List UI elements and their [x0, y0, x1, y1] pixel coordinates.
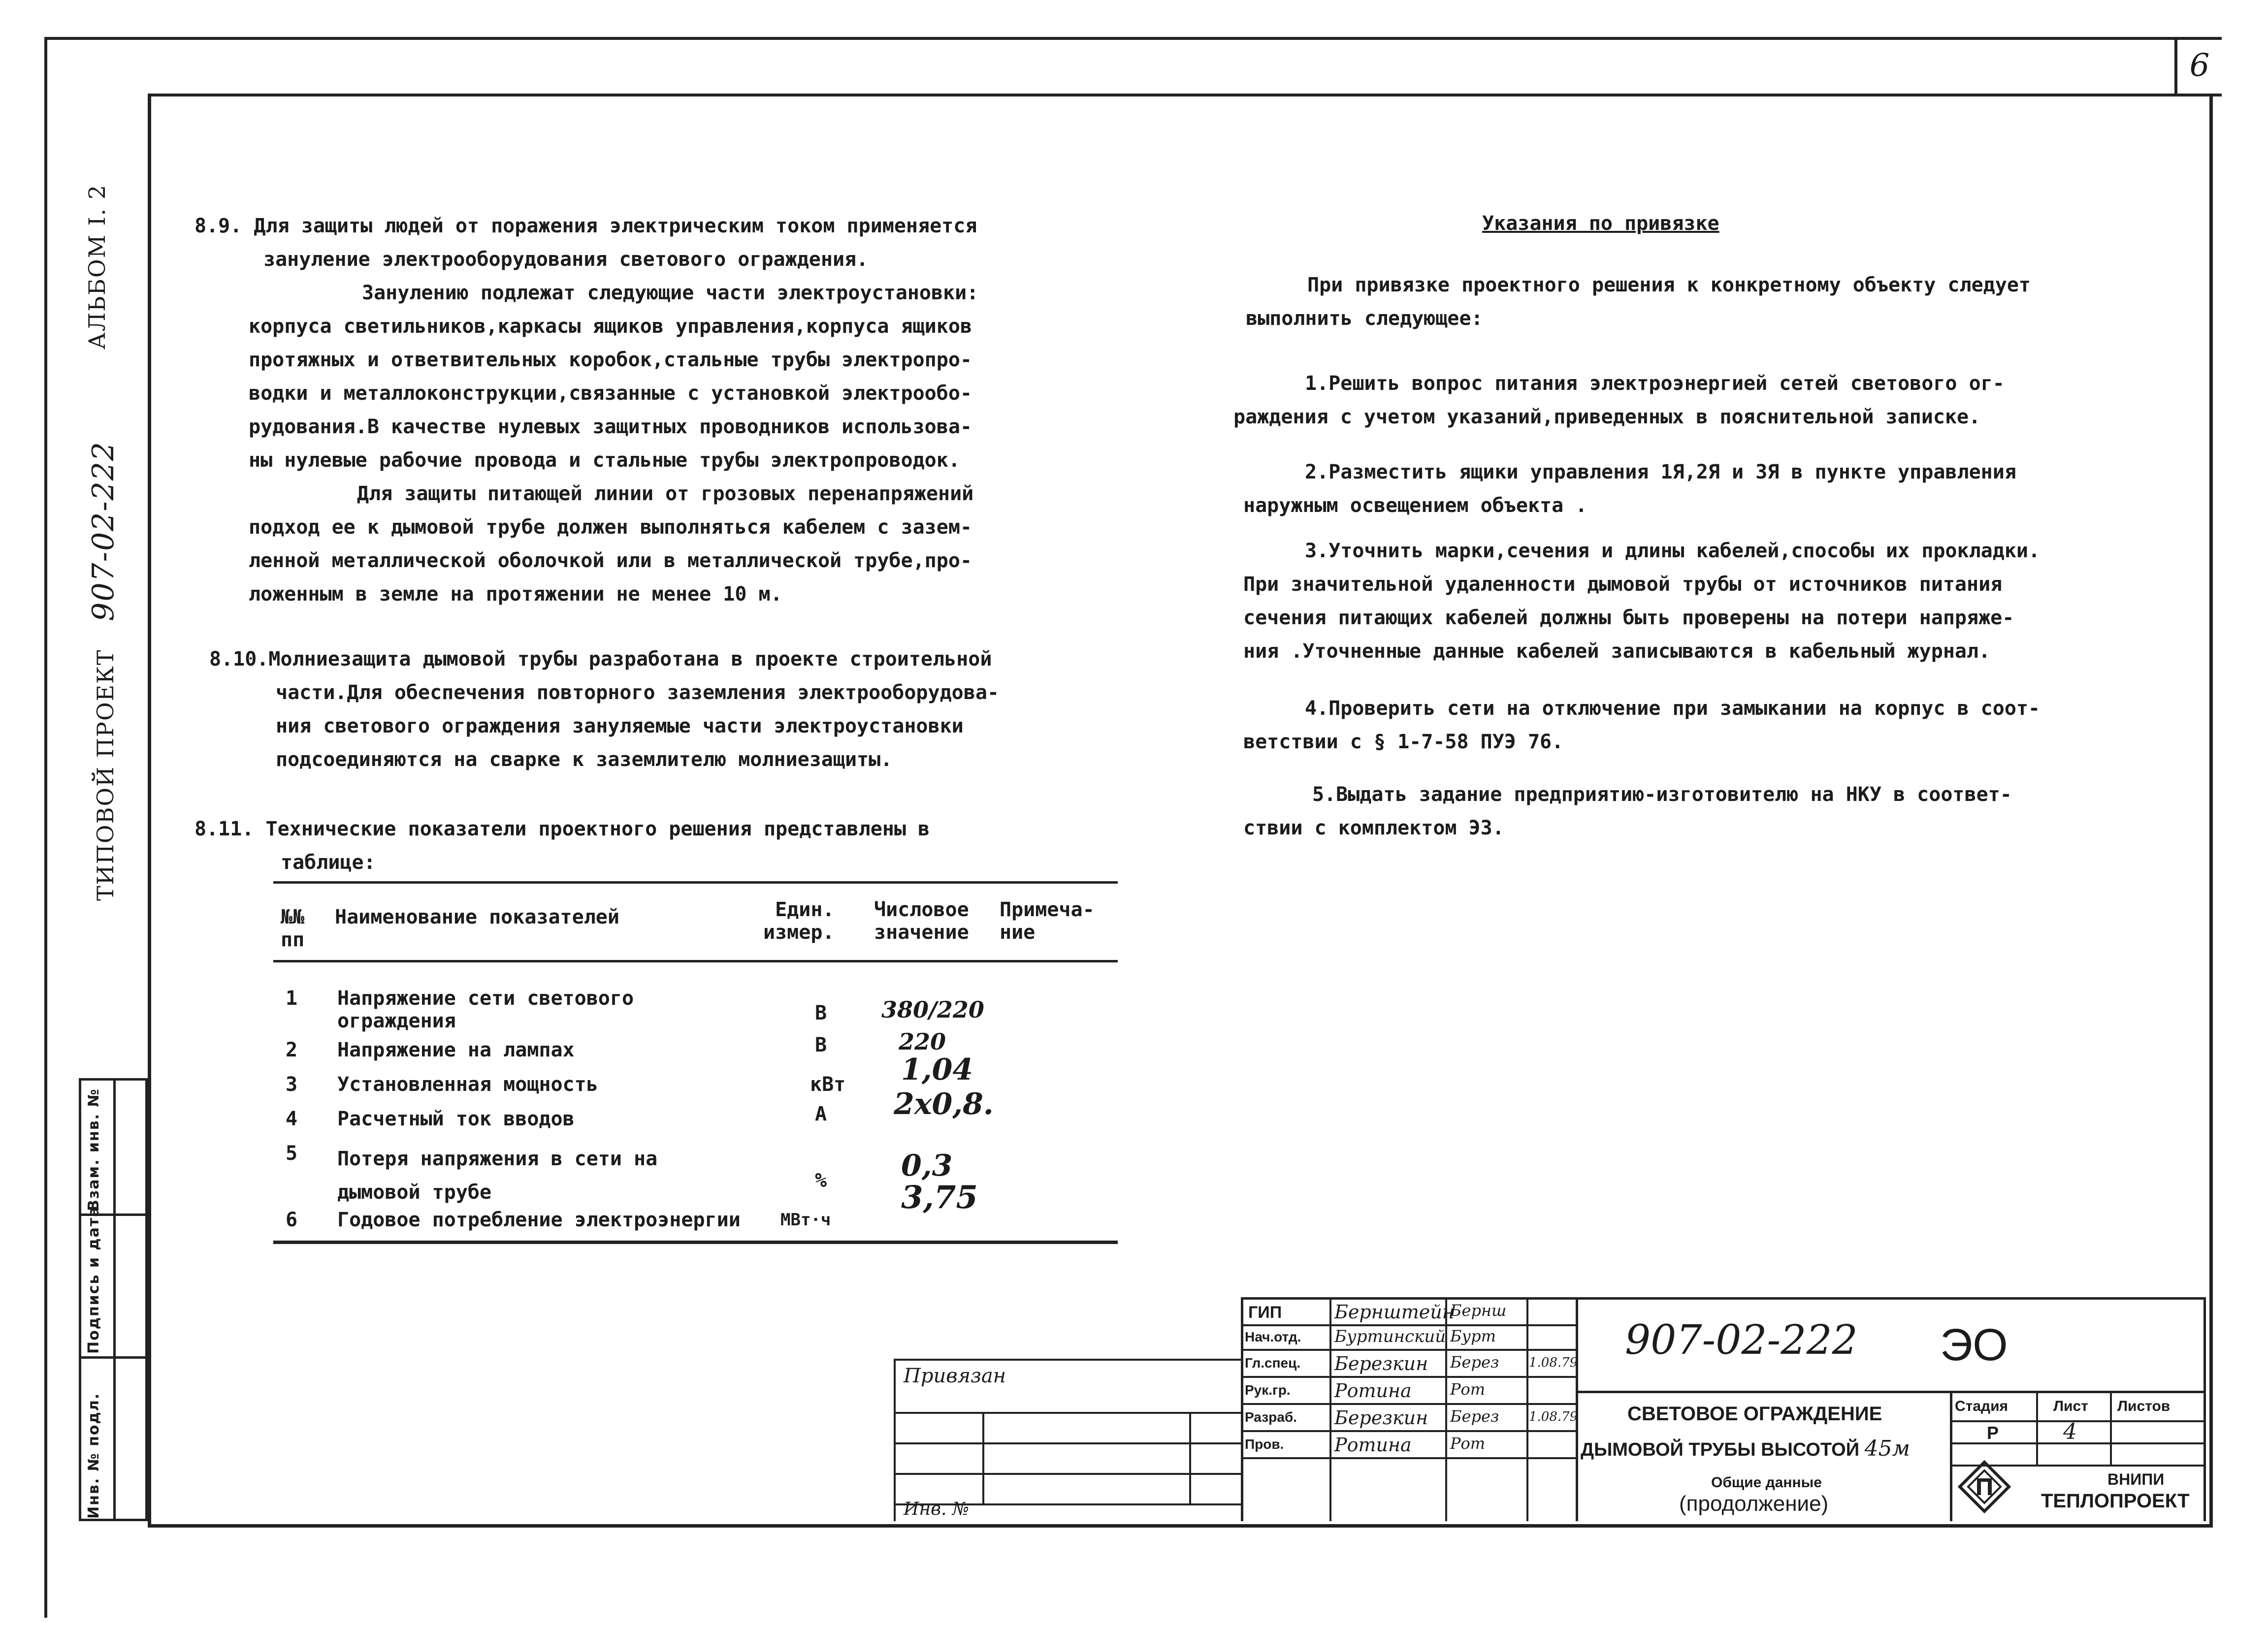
stage-label: Стадия	[1955, 1398, 2009, 1414]
text-line: ния светового ограждения зануляемые части электроустановки	[276, 715, 964, 737]
table-row-name	[337, 1142, 657, 1209]
header-line: значение	[874, 921, 969, 944]
binding-inv-label: Инв. №	[904, 1499, 970, 1519]
title-line-1: СВЕТОВОЕ ОГРАЖДЕНИЕ	[1627, 1403, 1882, 1425]
section-8-9	[194, 209, 978, 611]
name-line: дымовой трубе	[337, 1181, 492, 1204]
table-header-rule	[273, 960, 1118, 962]
project-label-text: ТИПОВОЙ ПРОЕКТ	[92, 649, 119, 901]
sheet-value: 4	[2063, 1419, 2077, 1444]
section-8-11-number: 8.11.	[194, 818, 254, 840]
rule	[1241, 1376, 1576, 1378]
binding-intro	[1246, 268, 2031, 335]
text-line: выполнить следующее:	[1246, 307, 1483, 330]
name-checker: Ротина	[1334, 1434, 1412, 1456]
text-line: подход ее к дымовой трубе должен выполняться кабелем с зазем-	[249, 516, 972, 539]
text-line: 1.Решить вопрос питания электроэнергией сетей светового ог-	[1305, 372, 2005, 395]
role-chief-engineer: ГИП	[1248, 1303, 1282, 1322]
table-row-value: 3,75	[901, 1179, 978, 1216]
text-line: ствии с комплектом ЭЗ.	[1243, 817, 1504, 839]
text-line: ния .Уточненные данные кабелей записываются в кабельный журнал.	[1243, 640, 1991, 663]
name-line: Потеря напряжения в сети на	[337, 1148, 658, 1170]
table-row-name: Расчетный ток вводов	[337, 1108, 575, 1130]
binding-item-5	[1243, 778, 2012, 845]
sheet-number-box	[2174, 37, 2222, 96]
name-line: ограждения	[337, 1010, 456, 1032]
side-approval-grid	[79, 1078, 148, 1521]
role-chief-specialist: Гл.спец.	[1245, 1355, 1301, 1371]
text-line: 2.Разместить ящики управления 1Я,2Я и 3Я в пункте управления	[1305, 461, 2016, 483]
rule	[2036, 1391, 2038, 1465]
text-line: таблице:	[281, 851, 376, 874]
grid-divider	[81, 1356, 145, 1359]
date: 1.08.79	[1529, 1355, 1578, 1370]
grid-inv-label: Инв. № подл.	[85, 1392, 102, 1519]
role-group-lead: Рук.гр.	[1245, 1382, 1291, 1398]
table-bottom-rule	[273, 1241, 1118, 1244]
text-line: зануление электрооборудования светового ограждения.	[263, 248, 869, 271]
role-dept-head: Нач.отд.	[1245, 1329, 1301, 1344]
binding-item-3	[1243, 534, 2040, 668]
header-line: измер.	[763, 921, 835, 944]
role-developer: Разраб.	[1245, 1409, 1297, 1425]
name-chief-engineer: Бернштейн	[1334, 1301, 1455, 1323]
table-header-num	[281, 906, 304, 951]
header-line: №№	[281, 906, 305, 928]
name-developer: Березкин	[1334, 1407, 1428, 1429]
binding-label: Привязан	[904, 1365, 1006, 1387]
document-code: 907-02-222	[1625, 1317, 1858, 1364]
text-line: При привязке проектного решения к конкретному объекту следует	[1307, 274, 2031, 296]
table-row-name: Годовое потребление электроэнергии	[337, 1209, 741, 1231]
binding-item-4	[1243, 692, 2040, 759]
project-code: 907-02-222	[86, 441, 121, 621]
subtitle-line-2: (продолжение)	[1679, 1492, 1829, 1516]
table-header-note	[1000, 898, 1095, 944]
table-top-rule	[273, 881, 1118, 884]
text-line: Занулению подлежат следующие части электроустановки:	[362, 282, 979, 304]
stage-value: Р	[1987, 1423, 1999, 1443]
section-8-10	[209, 642, 999, 776]
album-label: АЛЬБОМ I. 2	[84, 184, 110, 350]
chimney-height: 45м	[1864, 1436, 1911, 1461]
table-row-name: Напряжение на лампах	[337, 1039, 575, 1061]
name-chief-specialist: Березкин	[1334, 1353, 1428, 1374]
sheets-label: Листов	[2117, 1398, 2171, 1414]
rule	[1950, 1420, 2206, 1422]
table-row-unit: кВт	[810, 1073, 846, 1096]
title-line-2	[1581, 1436, 1910, 1461]
text-line: При значительной удаленности дымовой трубы от источников питания	[1243, 573, 2003, 596]
title-line-2-text: ДЫМОВОЙ ТРУБЫ ВЫСОТОЙ	[1581, 1439, 1860, 1460]
table-row-name	[337, 987, 634, 1032]
section-8-9-number: 8.9.	[194, 215, 242, 237]
role-checker: Пров.	[1245, 1436, 1284, 1452]
header-line: пп	[281, 928, 305, 951]
text-line: 4.Проверить сети на отключение при замыкании на корпус в соот-	[1305, 697, 2041, 720]
grid-replace-label: Взам. инв. №	[85, 1088, 102, 1211]
table-header-name: Наименование показателей	[335, 906, 619, 928]
binding-box	[894, 1359, 1241, 1521]
project-label	[86, 441, 121, 901]
header-line: Един.	[775, 898, 835, 921]
table-row-number: 1	[286, 987, 298, 1010]
signature: Рот	[1450, 1434, 1486, 1453]
signature: Бурт	[1450, 1327, 1496, 1345]
section-8-11	[194, 812, 930, 879]
text-line: раждения с учетом указаний,приведенных в пояснительной записке.	[1233, 406, 1981, 428]
text-line: сечения питающих кабелей должны быть проверены на потери напряже-	[1243, 607, 2014, 629]
rule	[982, 1412, 984, 1505]
rule	[1241, 1324, 1576, 1326]
text-line: наружным освещением объекта .	[1243, 494, 1588, 517]
binding-item-2	[1243, 455, 2016, 522]
grid-divider	[113, 1081, 116, 1519]
rule	[1241, 1457, 1576, 1459]
text-line: протяжных и ответвительных коробок,стальные трубы электропро-	[249, 349, 972, 371]
rule	[1526, 1297, 1528, 1521]
table-header-value	[874, 898, 969, 944]
header-line: Числовое	[874, 898, 969, 921]
rule	[894, 1359, 1241, 1361]
grid-sign-label: Подпись и дата	[85, 1206, 102, 1354]
table-row-value: 0,3	[901, 1149, 953, 1183]
subtitle-line-1: Общие данные	[1711, 1474, 1822, 1491]
text-line: корпуса светильников,каркасы ящиков управления,корпуса ящиков	[249, 315, 972, 338]
table-row-value: 220	[899, 1028, 946, 1055]
table-row-unit: %	[815, 1169, 827, 1192]
text-line: 5.Выдать задание предприятию-изготовителю на НКУ в соответ-	[1312, 783, 2012, 806]
table-row-number: 5	[286, 1142, 298, 1165]
table-row-value: 2х0,8.	[894, 1087, 994, 1121]
text-line: части.Для обеспечения повторного заземления электрооборудова-	[276, 681, 1000, 704]
rule	[1241, 1430, 1576, 1432]
rule	[1241, 1403, 1576, 1405]
text-line: ложенным в земле на протяжении не менее 10 м.	[249, 583, 782, 606]
table-header-unit	[763, 898, 835, 944]
sheet-label: Лист	[2053, 1398, 2088, 1414]
table-row-unit: А	[815, 1103, 827, 1125]
date: 1.08.79	[1529, 1409, 1578, 1424]
org-name-1: ВНИПИ	[2107, 1470, 2165, 1488]
org-logo-icon	[1957, 1460, 2011, 1514]
table-row-number: 6	[286, 1209, 298, 1231]
section-8-10-number: 8.10.	[209, 648, 269, 670]
table-row-number: 3	[286, 1073, 298, 1096]
text-line: Молниезащита дымовой трубы разработана в проекте строительной	[268, 648, 992, 670]
rule	[1241, 1297, 2206, 1300]
rule	[1241, 1297, 1243, 1521]
table-row-number: 4	[286, 1108, 298, 1130]
rule	[1329, 1297, 1331, 1521]
table-row-number: 2	[286, 1039, 298, 1061]
org-name-2: ТЕПЛОПРОЕКТ	[2041, 1490, 2190, 1512]
text-line: подсоединяются на сварке к заземлителю молниезащиты.	[276, 748, 893, 771]
rule	[2203, 1297, 2206, 1521]
text-line: 3.Уточнить марки,сечения и длины кабелей,способы их прокладки.	[1305, 540, 2041, 562]
table-row-unit: МВт·ч	[780, 1210, 831, 1230]
table-row-name: Установленная мощность	[337, 1073, 598, 1096]
text-line: Для защиты людей от поражения электрическим током применяется	[254, 215, 977, 237]
signature: Берез	[1450, 1353, 1499, 1372]
rule	[1950, 1391, 1952, 1521]
table-row-unit: В	[815, 1002, 827, 1024]
rule	[1241, 1349, 1576, 1351]
text-line: рудования.В качестве нулевых защитных проводников использова-	[249, 415, 972, 438]
rule	[1189, 1412, 1191, 1505]
name-dept-head: Буртинский	[1334, 1327, 1446, 1346]
signature: Рот	[1450, 1380, 1486, 1399]
text-line: ленной металлической оболочкой или в металлической трубе,про-	[249, 549, 972, 572]
header-line: Примеча-	[1000, 898, 1095, 921]
rule	[2110, 1391, 2112, 1465]
header-line: ние	[1000, 921, 1036, 944]
title-block	[1241, 1297, 2206, 1521]
name-line: Напряжение сети светового	[337, 987, 634, 1010]
text-line: водки и металлоконструкции,связанные с установкой электрообо-	[249, 382, 972, 405]
table-row-value: 380/220	[881, 996, 984, 1023]
document-mark: ЭО	[1940, 1320, 2008, 1370]
text-line: Для защиты питающей линии от грозовых перенапряжений	[357, 482, 974, 505]
text-line: ны нулевые рабочие провода и стальные трубы электропроводок.	[249, 449, 960, 472]
binding-item-1	[1233, 367, 2005, 434]
binding-instructions-heading: Указания по привязке	[1482, 212, 1719, 235]
signature: Бернш	[1450, 1301, 1507, 1320]
sheet-number: 6	[2189, 47, 2210, 84]
table-row-value: 1,04	[901, 1053, 973, 1087]
text-line: ветствии с § 1-7-58 ПУЭ 76.	[1243, 731, 1564, 753]
text-line: Технические показатели проектного решения представлены в	[265, 818, 930, 840]
rule	[894, 1359, 896, 1521]
signature: Берез	[1450, 1407, 1499, 1426]
table-row-unit: В	[815, 1034, 827, 1056]
name-group-lead: Ротина	[1334, 1380, 1412, 1402]
